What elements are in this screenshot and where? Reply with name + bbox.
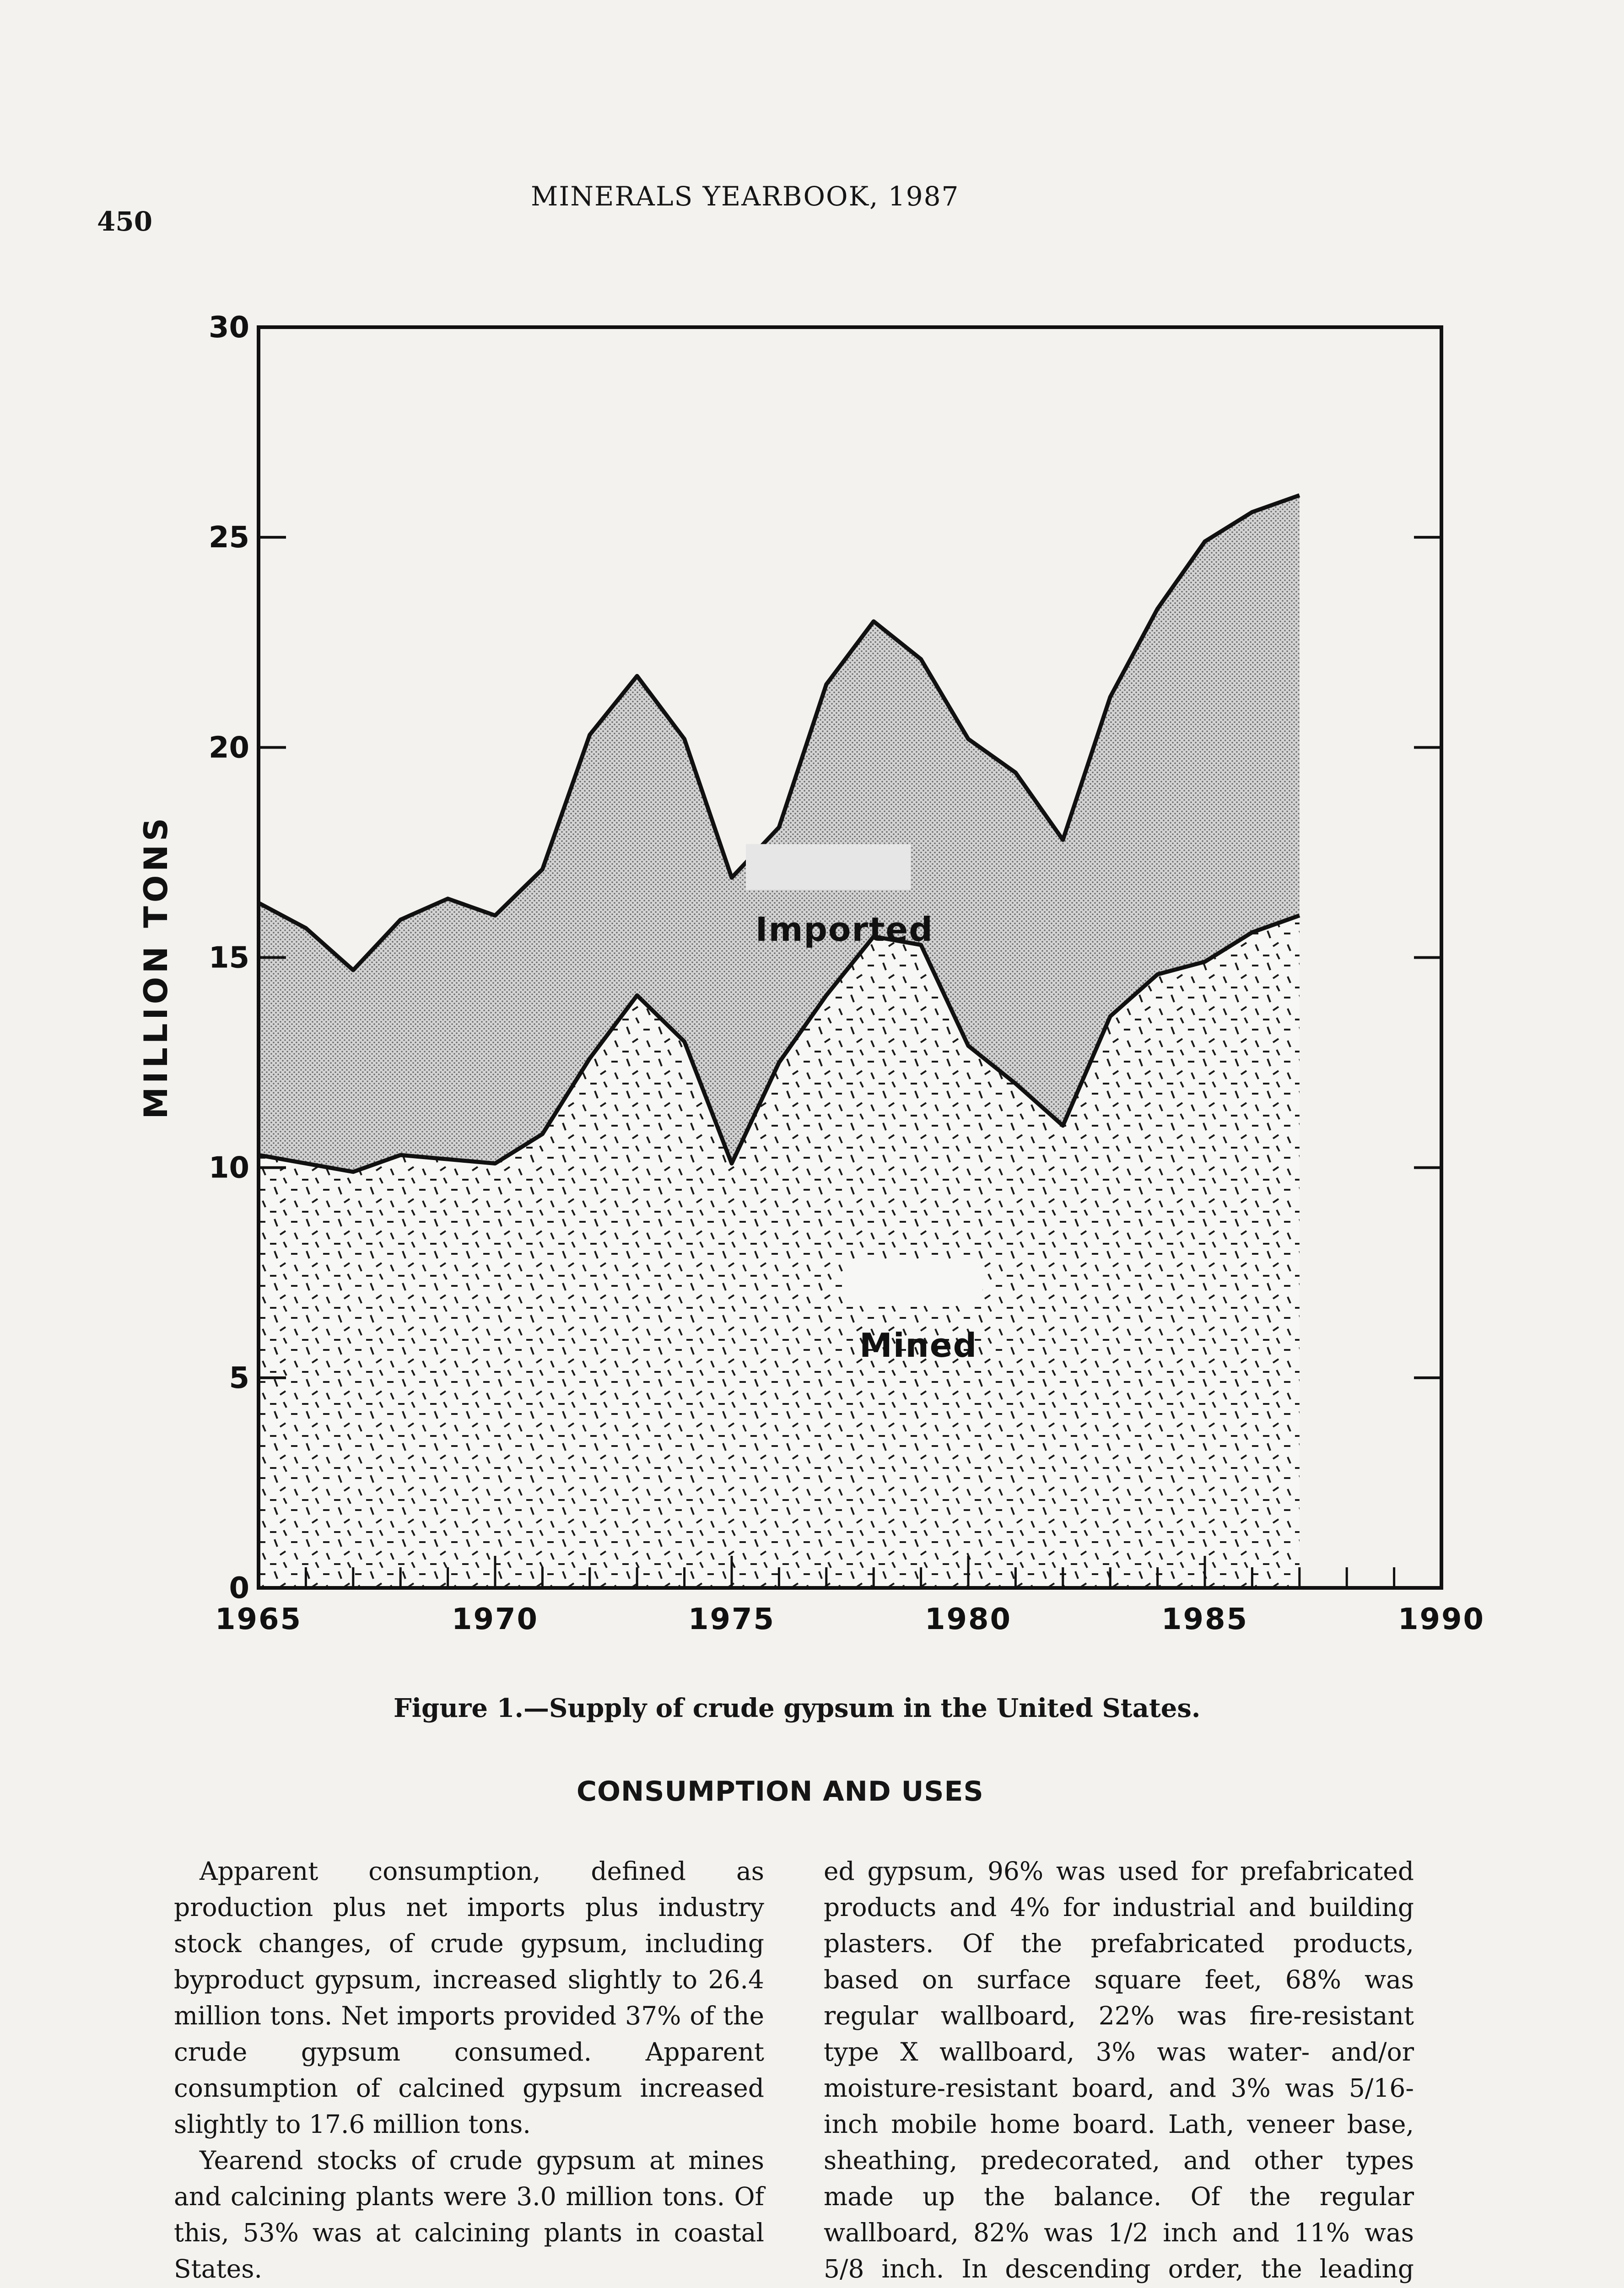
y-tick-label: 15 — [208, 941, 249, 975]
paragraph: Yearend stocks of crude gypsum at mines and calcining plants were 3.0 million tons. Of this, 53% was at calcining plants in coastal States. — [174, 2146, 764, 2283]
mined-label-bg — [845, 1260, 982, 1306]
imported-label: Imported — [755, 910, 933, 949]
x-tick-label: 1965 — [215, 1603, 302, 1636]
x-tick-label: 1975 — [688, 1603, 776, 1636]
y-axis-label: MILLION TONS — [137, 814, 175, 1119]
paragraph: Apparent consumption, defined as production plus net imports plus industry stock changes, of crude gypsum, including byproduct gypsum, increased slightly to 26.4 million tons. Net imports provided 37% of the crude gypsum consumed. Apparent consumption of calcined gypsum increased slightly to 17.6 million tons. — [174, 1856, 764, 2139]
y-tick-label: 25 — [208, 521, 249, 555]
y-tick-label: 5 — [229, 1361, 249, 1395]
figure-caption: Figure 1.—Supply of crude gypsum in the United States. — [394, 1693, 1201, 1723]
left-column — [174, 1853, 764, 2288]
running-head: MINERALS YEARBOOK, 1987 — [531, 181, 960, 212]
x-tick-label: 1990 — [1397, 1603, 1485, 1636]
x-tick-label: 1970 — [451, 1603, 539, 1636]
mined-label: Mined — [859, 1326, 978, 1365]
section-heading: CONSUMPTION AND USES — [577, 1775, 984, 1808]
imported-label-bg — [746, 844, 911, 890]
paragraph: ed gypsum, 96% was used for prefabricated products and 4% for industrial and building plasters. Of the prefabricated products, based on surface square feet, 68% was regular wallboard, 22% was fire-resistant type X wallboard, 3% was water- and/or moisture-resistant board, and 3% was 5/16-inch mobile home board. Lath, veneer base, sheathing, predecorated, and other types made up the balance. Of the regular wallboard, 82% was 1/2 inch and 11% was 5/8 inch. In descending order, the leading — [824, 1856, 1414, 2283]
y-tick-label: 20 — [208, 731, 249, 765]
x-tick-label: 1985 — [1161, 1603, 1249, 1636]
y-tick-label: 30 — [208, 311, 249, 345]
y-tick-label: 10 — [208, 1151, 249, 1185]
x-tick-label: 1980 — [924, 1603, 1012, 1636]
y-tick-label: 0 — [229, 1571, 249, 1605]
page-number: 450 — [97, 206, 153, 237]
right-column — [824, 1853, 1414, 2288]
